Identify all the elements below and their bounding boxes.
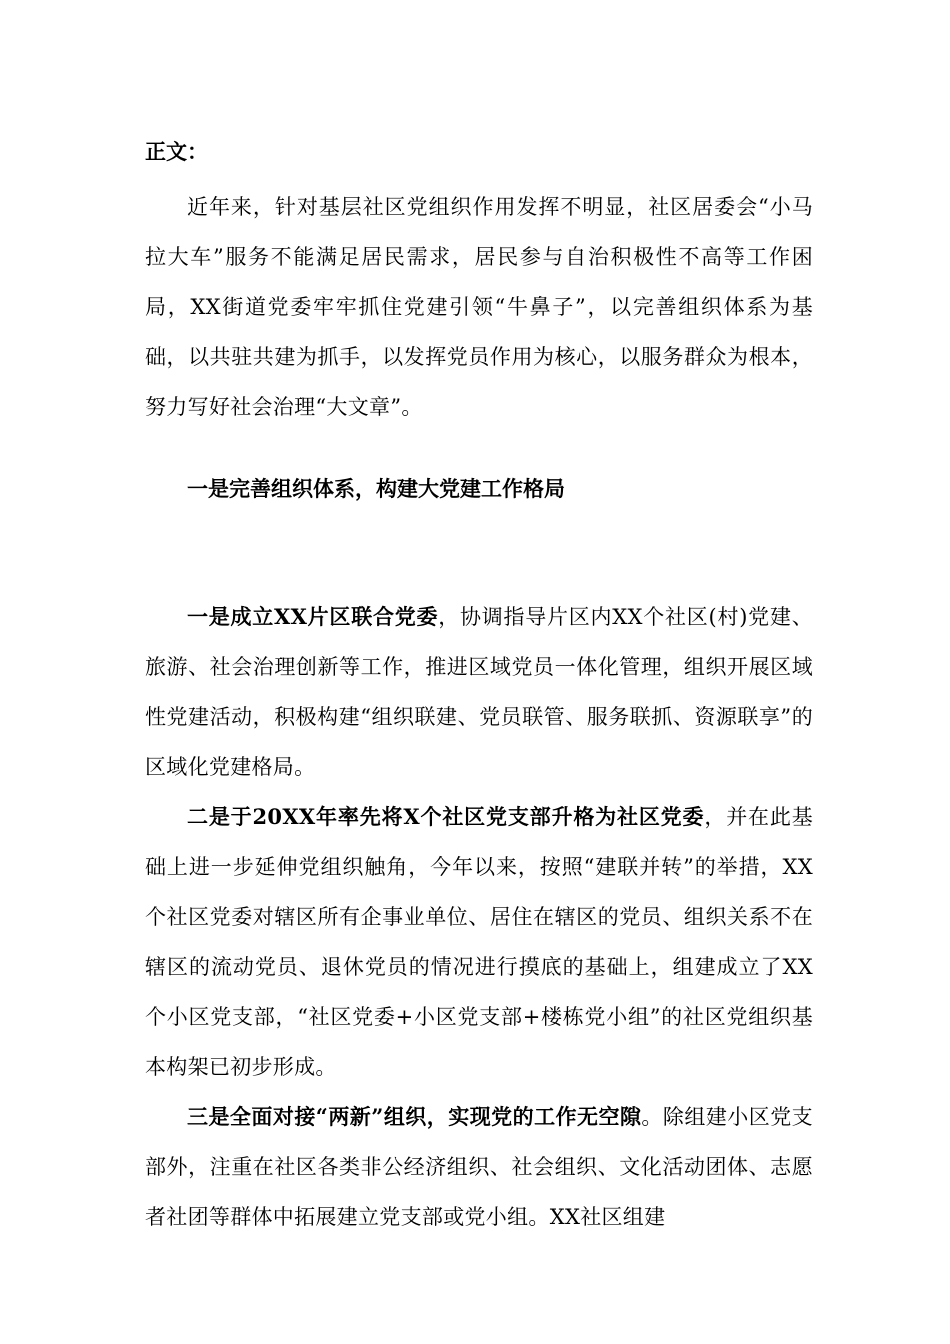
- item-lead: 二是于20XX年率先将X个社区党支部升格为社区党委: [187, 804, 705, 829]
- item-body: ，协调指导片区内XX个社区(村)党建、旅游、社会治理创新等工作，推进区域党员一体化管理，组织开展区域性党建活动，积极构建“组织联建、党员联管、服务联抓、资源联享”的区域化党建格局。: [145, 605, 813, 779]
- item-lead: 一是成立XX片区联合党委: [187, 604, 439, 629]
- body-label: 正文：: [145, 139, 208, 164]
- document-body: [145, 132, 813, 1242]
- item-paragraph-3: [145, 1092, 813, 1242]
- item-paragraph-1: [145, 592, 813, 792]
- item-lead: 三是全面对接“两新”组织，实现党的工作无空隙: [187, 1104, 642, 1129]
- spacer: [145, 509, 813, 592]
- section-heading: 一是完善组织体系，构建大党建工作格局: [187, 476, 565, 501]
- item-body: 。除组建小区党支部外，注重在社区各类非公经济组织、社会组织、文化活动团体、志愿者社团等群体中拓展建立党支部或党小组。XX社区组建: [145, 1105, 813, 1229]
- item-body: ，并在此基础上进一步延伸党组织触角，今年以来，按照“建联并转”的举措，XX个社区党委对辖区所有企事业单位、居住在辖区的党员、组织关系不在辖区的流动党员、退休党员的情况进行摸底的基础上，组建成立了XX个小区党支部，“社区党委+小区党支部+楼栋党小组”的社区党组织基本构架已初步形成。: [145, 805, 813, 1079]
- item-paragraph-2: [145, 792, 813, 1092]
- intro-paragraph: 近年来，针对基层社区党组织作用发挥不明显，社区居委会“小马拉大车”服务不能满足居民需求，居民参与自治积极性不高等工作困局，XX街道党委牢牢抓住党建引领“牛鼻子”，以完善组织体系为基础，以共驻共建为抓手，以发挥党员作用为核心，以服务群众为根本，努力写好社会治理“大文章”。: [145, 195, 813, 419]
- spacer: [145, 432, 813, 469]
